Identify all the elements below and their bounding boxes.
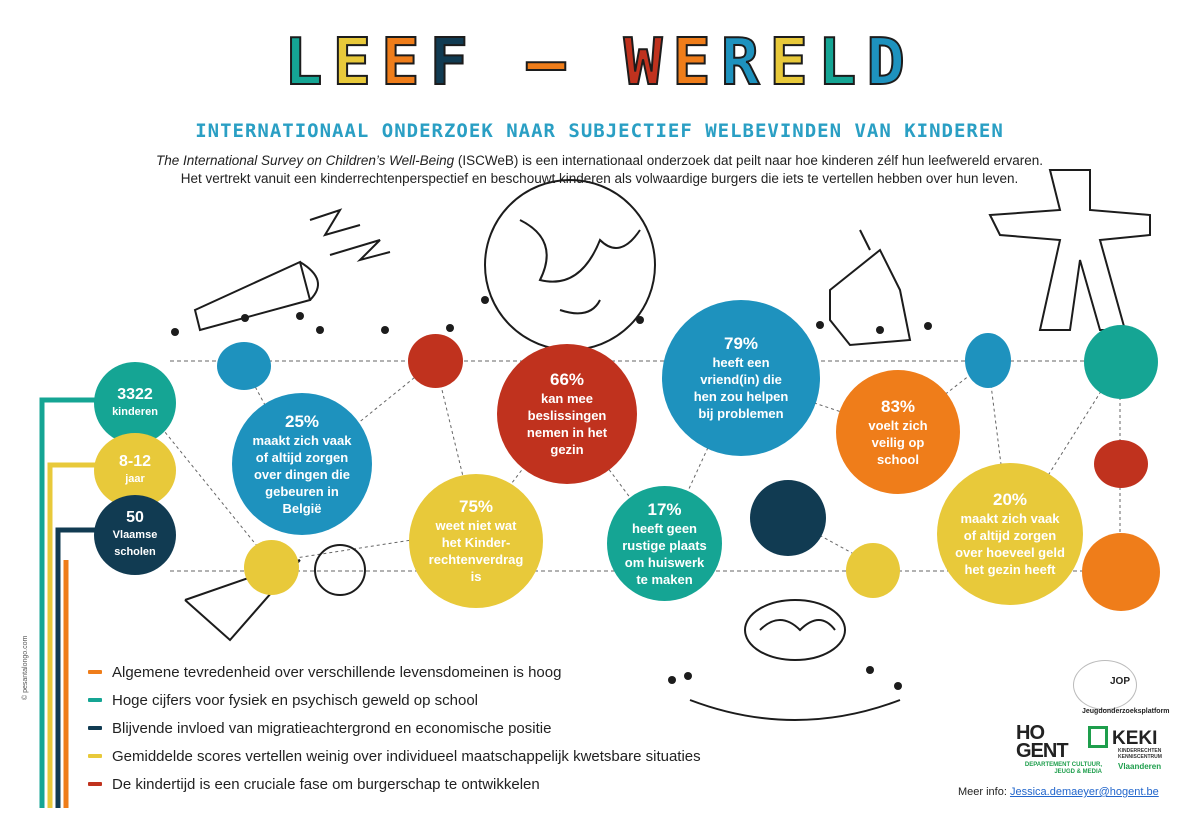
legend-item <box>88 714 701 742</box>
deco-circle <box>846 543 900 598</box>
legend-marker <box>88 670 102 674</box>
departement-logo: DEPARTEMENT CULTUUR, JEUGD & MEDIA <box>1024 762 1102 775</box>
copyright: © pesantalongo.com <box>22 635 29 700</box>
circle-scholen <box>94 495 176 575</box>
stat-66 <box>497 344 637 484</box>
stat-25-label: maakt zich vaak of altijd zorgen over dingen die gebeuren in België <box>252 432 352 516</box>
deco-circle <box>1084 325 1158 399</box>
legend-text: Gemiddelde scores vertellen weinig over individueel maatschappelijk kwetsbare situaties <box>112 747 701 765</box>
keki-logo-subtitle: KINDERRECHTEN KENNISCENTRUM <box>1118 748 1162 760</box>
circle-kinderen <box>94 362 176 444</box>
deco-circle <box>408 334 463 388</box>
title-letter: E <box>381 26 430 100</box>
stat-17-value: 17% <box>647 499 682 519</box>
stat-83-value: 83% <box>880 396 916 416</box>
legend-marker <box>88 726 102 730</box>
meer-info <box>958 786 1159 798</box>
legend-text: Algemene tevredenheid over verschillende levensdomeinen is hoog <box>112 663 562 681</box>
hogent-logo: HO GENT <box>1016 722 1068 762</box>
jaar-value: 8-12 <box>118 453 152 470</box>
meer-info-label: Meer info: <box>958 786 1010 798</box>
deco-circle <box>1082 533 1160 611</box>
deco-circle <box>965 333 1011 388</box>
vlaanderen-logo: Vlaanderen <box>1118 762 1162 771</box>
title-letter: L <box>817 26 867 100</box>
stat-17 <box>607 486 722 601</box>
deco-circle <box>750 480 826 556</box>
title-letter: W <box>623 26 673 100</box>
stat-79-label: heeft een vriend(in) die hen zou helpen bij problemen <box>693 355 789 421</box>
jop-logo-subtitle: Jeugdonderzoeksplatform <box>1082 708 1170 715</box>
legend-marker <box>88 782 102 786</box>
email-link[interactable]: Jessica.demaeyer@hogent.be <box>1009 786 1159 798</box>
legend <box>88 658 701 798</box>
stat-79-value: 79% <box>723 334 759 353</box>
subtitle: INTERNATIONAAL ONDERZOEK NAAR SUBJECTIEF WELBEVINDEN VAN KINDEREN <box>195 120 1004 142</box>
stat-79 <box>662 300 820 456</box>
scholen-label: Vlaamse scholen <box>112 529 158 558</box>
legend-marker <box>88 698 102 702</box>
scholen-value: 50 <box>126 509 144 526</box>
legend-item <box>88 742 701 770</box>
legend-item <box>88 770 701 798</box>
stat-25-value: 25% <box>284 411 320 431</box>
title-letter: E <box>672 26 721 100</box>
stat-25 <box>232 393 372 535</box>
legend-text: Hoge cijfers voor fysiek en psychisch geweld op school <box>112 691 479 709</box>
intro-line1: (ISCWeB) is een internationaal onderzoek dat peilt naar hoe kinderen zélf hun leefwereld ervaren. <box>454 153 1044 168</box>
keki-logo: KEKI <box>1112 728 1158 749</box>
deco-circle <box>244 540 299 595</box>
legend-item <box>88 658 701 686</box>
stat-66-label: kan mee beslissingen nemen in het gezin <box>526 391 608 457</box>
stat-20-value: 20% <box>992 490 1028 509</box>
deco-circle <box>1094 440 1148 488</box>
title-letter: R <box>720 26 770 100</box>
stat-75 <box>409 474 543 608</box>
kinderen-value: 3322 <box>117 385 153 403</box>
intro-line2: Het vertrekt vanuit een kinderrechtenperspectief en beschouwt kinderen als volwaardige burgers die iets te vertellen hebben over hun leven. <box>180 171 1019 186</box>
jop-logo-text: JOP <box>1110 676 1131 687</box>
title-letter: E <box>332 26 382 100</box>
stat-75-value: 75% <box>458 497 494 516</box>
kinderen-label: kinderen <box>112 405 158 418</box>
stat-83-label: voelt zich veilig op school <box>868 417 928 467</box>
stat-75-label: weet niet wat het Kinder-rechtenverdrag is <box>428 518 524 584</box>
keki-icon <box>1088 726 1108 748</box>
title-letter: E <box>769 26 818 100</box>
legend-text: Blijvende invloed van migratieachtergrond en economische positie <box>112 719 552 737</box>
stat-20 <box>937 463 1083 605</box>
intro-italic: The International Survey on Children’s Well-Being <box>155 153 455 168</box>
stat-83 <box>836 370 960 494</box>
title-letter: D <box>866 26 915 100</box>
title-letter: – <box>526 26 576 100</box>
stat-66-value: 66% <box>549 370 585 389</box>
deco-circle <box>217 342 271 390</box>
stat-17-label: heeft geen rustige plaats om huiswerk te maken <box>622 520 707 587</box>
jaar-label: jaar <box>125 473 145 485</box>
title-letter: L <box>284 26 333 100</box>
legend-marker <box>88 754 102 758</box>
legend-text: De kindertijd is een cruciale fase om burgerschap te ontwikkelen <box>112 775 540 793</box>
stat-20-label: maakt zich vaak of altijd zorgen over hoeveel geld het gezin heeft <box>955 511 1065 577</box>
title-letter: F <box>429 26 479 100</box>
legend-item <box>88 686 701 714</box>
